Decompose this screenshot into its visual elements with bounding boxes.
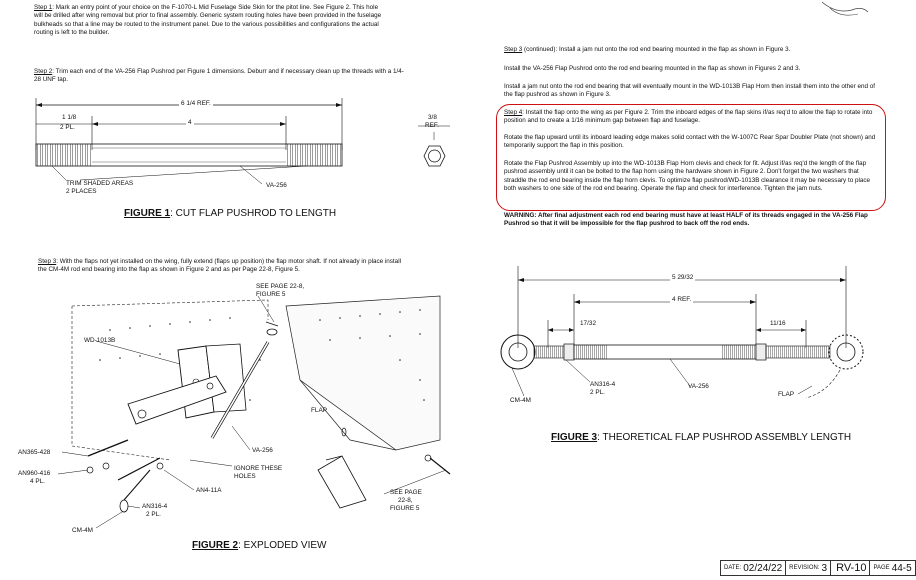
date-cell [721, 561, 786, 575]
page-label: PAGE [873, 565, 890, 571]
rotate-assembly-text: Rotate the Flap Pushrod Assembly up into the WD-1013B Flap Horn clevis and check for fit. Adjust if/as req'd the length of the flap pushrod assembly until it can be bolted to the flap horn using the hardware shown in Figure 2. Don't forget the two washers that straddle the rod end bearing inside the flap horn clevis. To optimize flap pushrod/WD-1013B clearance it may be necessary to place both washers to one side of the rod end bearing. Operate the flap and check for interference. Tighten the jam nuts. [504, 160, 871, 193]
fig1-center-dim: 4 [188, 119, 192, 126]
fig2-an960-count: 4 PL. [30, 478, 45, 485]
pushrod-text: Install the VA-256 Flap Pushrod onto the rod end bearing mounted in the flap as shown in Figures 2 and 3. [504, 65, 801, 72]
fig2-see-page-bottom-2: 22-8, [398, 497, 413, 504]
fig3-an316-count: 2 PL. [590, 389, 605, 396]
jam-nut-text: Install a jam nut onto the rod end bearing that will eventually mount in the WD-1013B Flap Horn then install them into the other end of the flap pushrod as shown in Figure 3. [504, 83, 876, 99]
model-cell [831, 561, 870, 575]
rotate-flap-text: Rotate the flap upward until its inboard leading edge makes solid contact with the W-1007C Rear Spar Doubler Plate (not shown) and temporarily support the flap in this position. [504, 134, 876, 150]
fig1-trim-note: TRIM SHADED AREAS [66, 180, 134, 187]
fig2-an4: AN4-11A [196, 487, 222, 494]
fig1-left-dim: 1 1/8 [62, 114, 77, 121]
warning-text: WARNING: After final adjustment each rod end bearing must have at least HALF of its threads engaged in the VA-256 Flap Pushrod so that it will be impossible for the flap pushrod to back off the rod ends. [504, 212, 868, 228]
fig2-see-page-top: SEE PAGE 22-8, [256, 283, 305, 290]
step2-label: Step 2 [34, 68, 53, 75]
page-value: 44-5 [891, 562, 912, 574]
step4-label: Step 4 [504, 109, 523, 116]
figure-1-number: FIGURE 1 [124, 208, 171, 219]
fig2-ignore-holes: IGNORE THESE [234, 465, 283, 472]
fig2-see-page-top-figure: FIGURE 5 [256, 291, 286, 298]
figure-3-number: FIGURE 3 [551, 432, 598, 443]
step1-label: Step 1 [34, 4, 53, 11]
revision-value: 3 [821, 562, 828, 574]
revision-cell [786, 561, 831, 575]
step3-text: : With the flaps not yet installed on the wing, fully extend (flaps up position) the flap motor shaft. If not already in place install the CM-4M rod end bearing into the flap as shown in Figure 2 and as per Page 22-8, Figure 5. [38, 258, 401, 274]
fig3-right-dim: 11/16 [770, 320, 786, 327]
step3c-text: (continued): Install a jam nut onto the rod end bearing mounted in the flap as shown in Figure 3. [522, 46, 791, 53]
fig2-an960: AN960-416 [18, 470, 51, 477]
fig2-va256: VA-256 [252, 447, 273, 454]
step2-text: : Trim each end of the VA-256 Flap Pushrod per Figure 1 dimensions. Deburr and if necessary clean up the threads with a 1/4-28 UNF tap. [34, 68, 404, 84]
date-value: 02/24/22 [743, 562, 783, 574]
fig1-overall-dim: 6 1/4 REF. [181, 100, 211, 107]
figure-1-title: : CUT FLAP PUSHROD TO LENGTH [170, 208, 337, 219]
fig2-flap: FLAP [311, 407, 327, 414]
revision-label: REVISION: [789, 565, 820, 571]
fig1-ref-dim-label: REF. [425, 122, 439, 129]
fig2-see-page-bottom: SEE PAGE [390, 489, 422, 496]
fig2-an316-count: 2 PL. [146, 511, 161, 518]
page-cell [870, 561, 914, 575]
fig3-overall-dim: 5 29/32 [672, 274, 694, 281]
fig1-ref-dim: 3/8 [428, 114, 437, 121]
fig2-an316: AN316-4 [142, 503, 168, 510]
step3-label: Step 3 [38, 258, 57, 265]
figure-3-title: : THEORETICAL FLAP PUSHROD ASSEMBLY LENGTH [597, 432, 852, 443]
date-label: DATE: [724, 565, 742, 571]
fig2-wd1013b: WD-1013B [84, 337, 116, 344]
fig3-va256: VA-256 [688, 383, 709, 390]
fig2-cm4m: CM-4M [72, 527, 93, 534]
fig3-center-dim: 4 REF. [672, 296, 692, 303]
fig3-cm4m: CM-4M [510, 397, 531, 404]
fig2-an365: AN365-428 [18, 449, 51, 456]
step1-text: : Mark an entry point of your choice on the F-1070-L Mid Fuselage Side Skin for the pitot line. See Figure 2. This hole will be drilled after wing removal but prior to final assembly. Generic system routing holes have been provided in the fuselage bulkheads so that a line may be routed to the instrument panel. Due to the various possibilities and configurations the actual routing is left to the builder. [34, 4, 382, 37]
fig1-left-dim-count: 2 PL. [60, 124, 75, 131]
step4-text: : Install the flap onto the wing as per Figure 2. Trim the inboard edges of the flap skins if/as req'd to allow the flap to rotate into position and to create a 1/16 minimum gap between flap and fuselage. [504, 109, 873, 125]
title-block [720, 560, 916, 576]
figure-2-number: FIGURE 2 [192, 540, 239, 551]
model-value: RV-10 [836, 562, 867, 574]
figure-2-title: : EXPLODED VIEW [238, 540, 327, 551]
fig1-part-label: VA-256 [266, 182, 287, 189]
fig3-left-dim: 17/32 [580, 320, 596, 327]
fig1-trim-note-count: 2 PLACES [66, 188, 97, 195]
fig2-see-page-bottom-3: FIGURE 5 [390, 505, 420, 512]
step3c-label: Step 3 [504, 46, 523, 53]
fig2-ignore-holes-2: HOLES [234, 473, 256, 480]
fig3-flap: FLAP [778, 391, 794, 398]
fig3-an316: AN316-4 [590, 381, 616, 388]
